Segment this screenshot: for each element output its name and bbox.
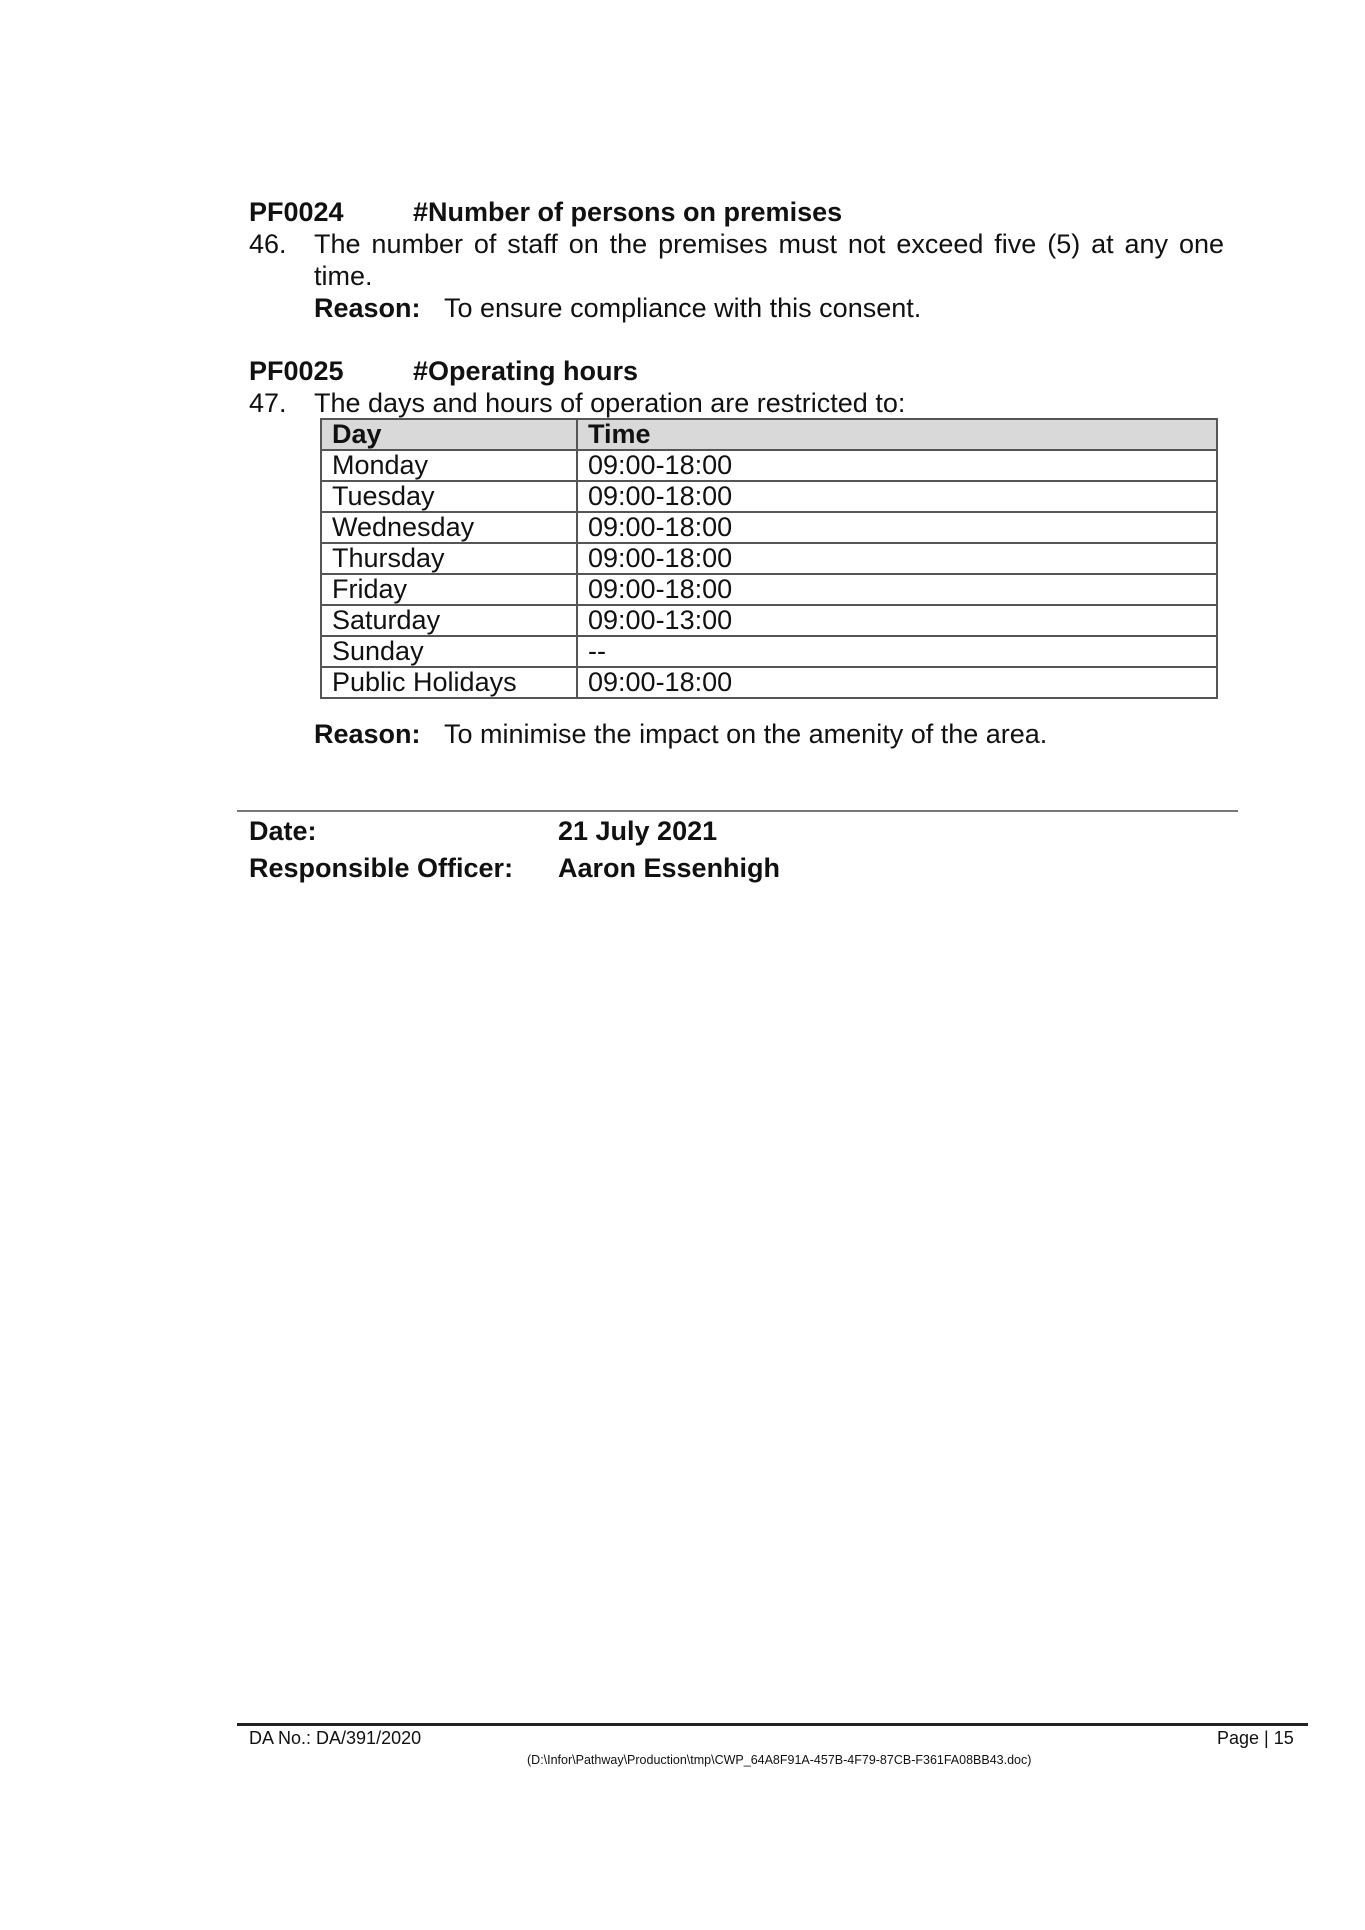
table-row: [321, 667, 1217, 698]
day-cell: Thursday: [321, 543, 577, 574]
day-cell: Saturday: [321, 605, 577, 636]
table-row: [321, 481, 1217, 512]
condition-title: #Number of persons on premises: [413, 197, 843, 227]
da-number: DA No.: DA/391/2020: [249, 1728, 422, 1748]
condition-text-continued: time.: [314, 261, 373, 291]
table-row: [321, 605, 1217, 636]
reason-text: To ensure compliance with this consent.: [444, 293, 922, 323]
condition-number: 47.: [249, 388, 287, 418]
day-cell: Wednesday: [321, 512, 577, 543]
table-row: [321, 574, 1217, 605]
table-row: [321, 636, 1217, 667]
operating-hours-table: [320, 418, 1218, 699]
table-row: [321, 450, 1217, 481]
table-header-row: [321, 419, 1217, 450]
file-path: (D:\Infor\Pathway\Production\tmp\CWP_64A8F91A-457B-4F79-87CB-F361FA08BB43.doc): [527, 1753, 1032, 1767]
time-cell: 09:00-18:00: [577, 512, 1217, 543]
divider: [237, 810, 1238, 812]
column-header-day: Day: [321, 419, 577, 450]
condition-code: PF0024: [249, 197, 344, 227]
day-cell: Tuesday: [321, 481, 577, 512]
officer-label: Responsible Officer:: [249, 853, 514, 883]
condition-text: The number of staff on the premises must not exceed five (5) at any one: [314, 229, 1224, 259]
day-cell: Public Holidays: [321, 667, 577, 698]
day-cell: Friday: [321, 574, 577, 605]
date-label: Date:: [249, 816, 317, 846]
condition-title: #Operating hours: [413, 356, 639, 386]
officer-value: Aaron Essenhigh: [558, 853, 781, 883]
day-cell: Monday: [321, 450, 577, 481]
footer-divider: [237, 1723, 1308, 1726]
condition-text: The days and hours of operation are restricted to:: [314, 388, 906, 418]
time-cell: 09:00-13:00: [577, 605, 1217, 636]
condition-number: 46.: [249, 229, 287, 259]
reason-label: Reason:: [314, 293, 421, 323]
time-cell: 09:00-18:00: [577, 481, 1217, 512]
table-row: [321, 543, 1217, 574]
page-number: Page | 15: [1217, 1728, 1294, 1748]
time-cell: --: [577, 636, 1217, 667]
date-value: 21 July 2021: [558, 816, 718, 846]
time-cell: 09:00-18:00: [577, 667, 1217, 698]
time-cell: 09:00-18:00: [577, 543, 1217, 574]
reason-label: Reason:: [314, 719, 421, 749]
reason-text: To minimise the impact on the amenity of the area.: [444, 719, 1048, 749]
condition-code: PF0025: [249, 356, 344, 386]
time-cell: 09:00-18:00: [577, 574, 1217, 605]
day-cell: Sunday: [321, 636, 577, 667]
table-row: [321, 512, 1217, 543]
column-header-time: Time: [577, 419, 1217, 450]
time-cell: 09:00-18:00: [577, 450, 1217, 481]
